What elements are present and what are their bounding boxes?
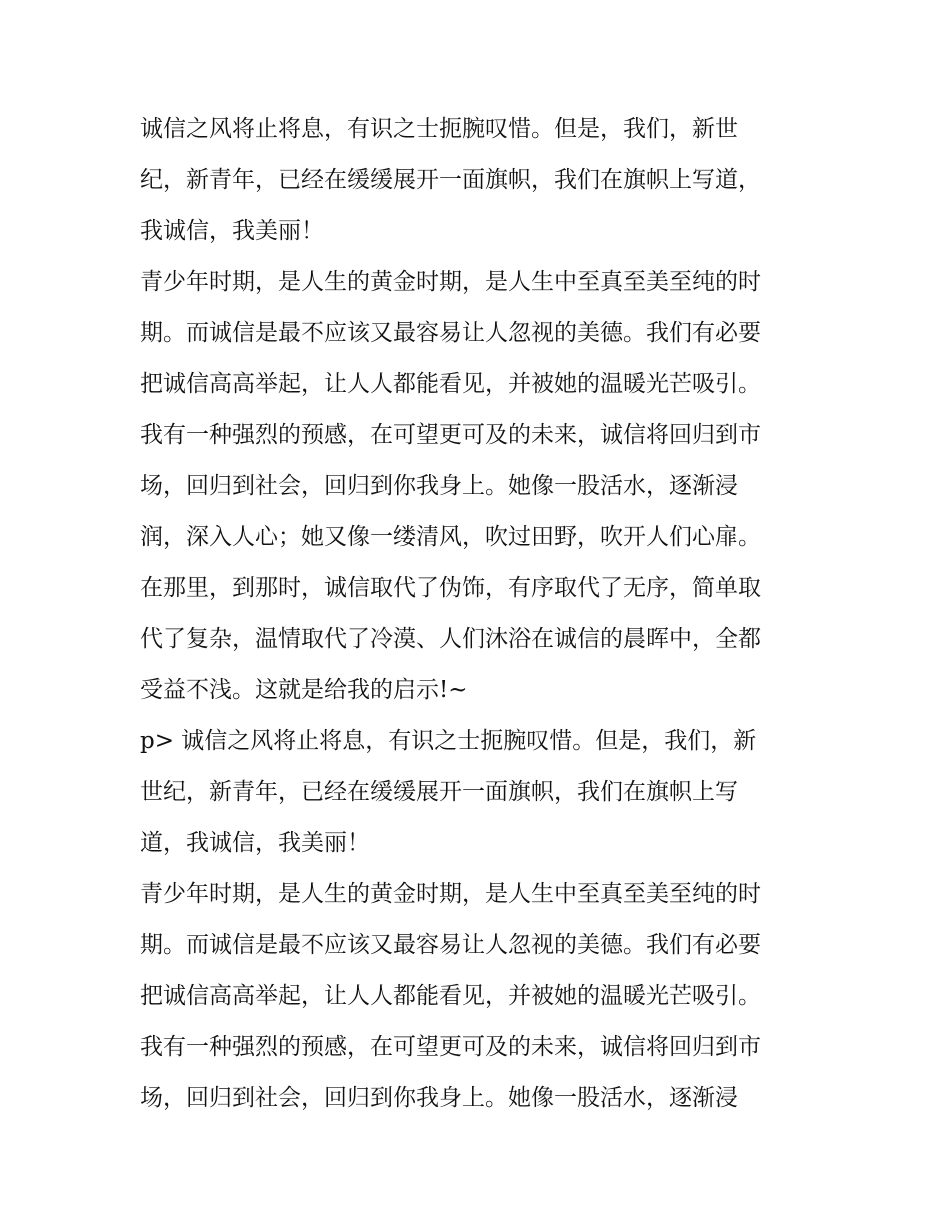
text-line: 把诚信高高举起，让人人都能看见，并被她的温暖光芒吸引。 (140, 983, 761, 1009)
document-body (140, 104, 820, 1124)
text-line: 世纪，新青年，已经在缓缓展开一面旗帜，我们在旗帜上写 (140, 779, 738, 805)
text-line: 把诚信高高举起，让人人都能看见，并被她的温暖光芒吸引。 (140, 371, 761, 397)
text-line: 代了复杂，温情取代了冷漠、人们沐浴在诚信的晨晖中，全都 (140, 626, 761, 652)
text-line: p> 诚信之风将止将息，有识之士扼腕叹惜。但是，我们，新 (140, 728, 757, 754)
text-line: 在那里，到那时，诚信取代了伪饰，有序取代了无序，简单取 (140, 575, 761, 601)
text-line: 我有一种强烈的预感，在可望更可及的未来，诚信将回归到市 (140, 422, 761, 448)
text-line: 道，我诚信，我美丽！ (140, 830, 370, 856)
text-line: 青少年时期，是人生的黄金时期，是人生中至真至美至纯的时 (140, 269, 761, 295)
text-line: 润，深入人心；她又像一缕清风，吹过田野，吹开人们心扉。 (140, 524, 761, 550)
text-line: 期。而诚信是最不应该又最容易让人忽视的美德。我们有必要 (140, 932, 761, 958)
text-line: 场，回归到社会，回归到你我身上。她像一股活水，逐渐浸 (140, 473, 738, 499)
text-line: 纪，新青年，已经在缓缓展开一面旗帜，我们在旗帜上写道， (140, 167, 761, 193)
text-line: 青少年时期，是人生的黄金时期，是人生中至真至美至纯的时 (140, 881, 761, 907)
text-line: 受益不浅。这就是给我的启示!~ (140, 677, 468, 703)
text-line: 场，回归到社会，回归到你我身上。她像一股活水，逐渐浸 (140, 1085, 738, 1111)
text-line: 诚信之风将止将息，有识之士扼腕叹惜。但是，我们，新世 (140, 116, 738, 142)
text-line: 我诚信，我美丽！ (140, 218, 324, 244)
text-line: 我有一种强烈的预感，在可望更可及的未来，诚信将回归到市 (140, 1034, 761, 1060)
text-line: 期。而诚信是最不应该又最容易让人忽视的美德。我们有必要 (140, 320, 761, 346)
